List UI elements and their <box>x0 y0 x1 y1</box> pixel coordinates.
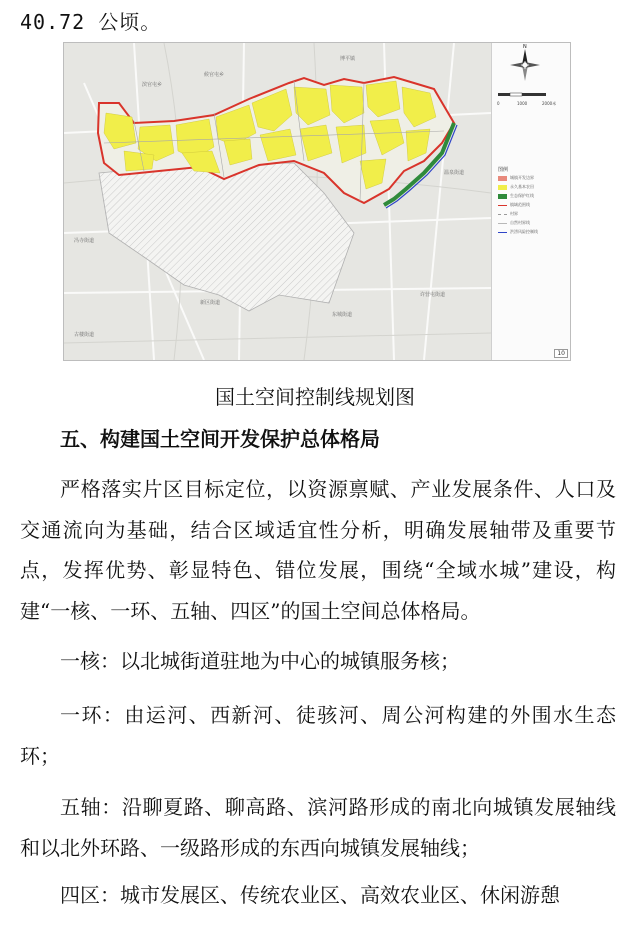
place-label: 古楼街道 <box>74 332 95 338</box>
place-label: 新区街道 <box>200 300 221 306</box>
map-page-number: 10 <box>554 349 568 358</box>
body-paragraph: 四区：城市发展区、传统农业区、高效农业区、休闲游憩 <box>60 883 560 907</box>
place-label: 博平镇 <box>340 56 356 62</box>
legend-label: 永久基本农田 <box>510 184 534 189</box>
legend-label: 生态保护红线 <box>510 193 534 198</box>
legend-item <box>498 193 570 200</box>
legend-item <box>498 211 570 218</box>
legend-swatch <box>498 194 507 199</box>
place-label: 温泉街道 <box>444 170 465 176</box>
scale-label: 0 <box>497 101 500 106</box>
legend-label: 村界 <box>510 211 518 216</box>
place-label: 许营屯街道 <box>420 292 446 298</box>
compass-icon <box>492 43 571 113</box>
legend-item <box>498 229 570 236</box>
scale-label: 1000 <box>517 101 528 106</box>
body-paragraph: 严格落实片区目标定位，以资源禀赋、产业发展条件、人口及交通流向为基础，结合区域适宜性分析，明确发展轴带及重要节点，发挥优势、彰显特色、错位发展，围绕“全域水城”建设，构建“一核、一环、五轴、四区”的国土空间总体格局。 <box>20 477 616 623</box>
map-legend <box>491 43 571 360</box>
place-label: 滨官屯乡 <box>142 82 163 88</box>
legend-item <box>498 175 570 182</box>
svg-text:N: N <box>523 44 527 50</box>
legend-swatch <box>498 205 507 206</box>
figure-caption: 国土空间控制线规划图 <box>215 385 415 409</box>
legend-item <box>498 184 570 191</box>
body-paragraph: 一核：以北城街道驻地为中心的城镇服务核； <box>60 649 460 673</box>
legend-item <box>498 220 570 227</box>
legend-label: 洪涝风险控制线 <box>510 229 538 234</box>
continued-text-line: 40.72 公顷。 <box>20 10 162 34</box>
place-label: 冯寺街道 <box>74 238 95 244</box>
legend-swatch <box>498 176 507 181</box>
legend-item <box>498 202 570 209</box>
legend-swatch <box>498 214 507 215</box>
section-heading: 五、构建国土空间开发保护总体格局 <box>60 427 380 451</box>
legend-swatch <box>498 185 507 190</box>
map-graphic <box>64 43 491 360</box>
legend-title: 图例 <box>498 167 509 173</box>
scale-label: 2000米 <box>542 101 557 106</box>
legend-label: 城镇开发边界 <box>510 175 534 180</box>
place-label: 东城街道 <box>332 312 353 318</box>
control-line-planning-map <box>63 42 571 361</box>
body-paragraph: 一环：由运河、西新河、徒骇河、周公河构建的外围水生态环； <box>20 703 616 768</box>
legend-swatch <box>498 232 507 233</box>
legend-swatch <box>498 223 507 224</box>
legend-label: 自然村界线 <box>510 220 530 225</box>
legend-label: 镇域范围线 <box>510 202 530 207</box>
place-label: 候官屯乡 <box>204 72 225 78</box>
body-paragraph: 五轴：沿聊夏路、聊高路、滨河路形成的南北向城镇发展轴线和以北外环路、一级路形成的东西向城镇发展轴线； <box>20 795 616 860</box>
